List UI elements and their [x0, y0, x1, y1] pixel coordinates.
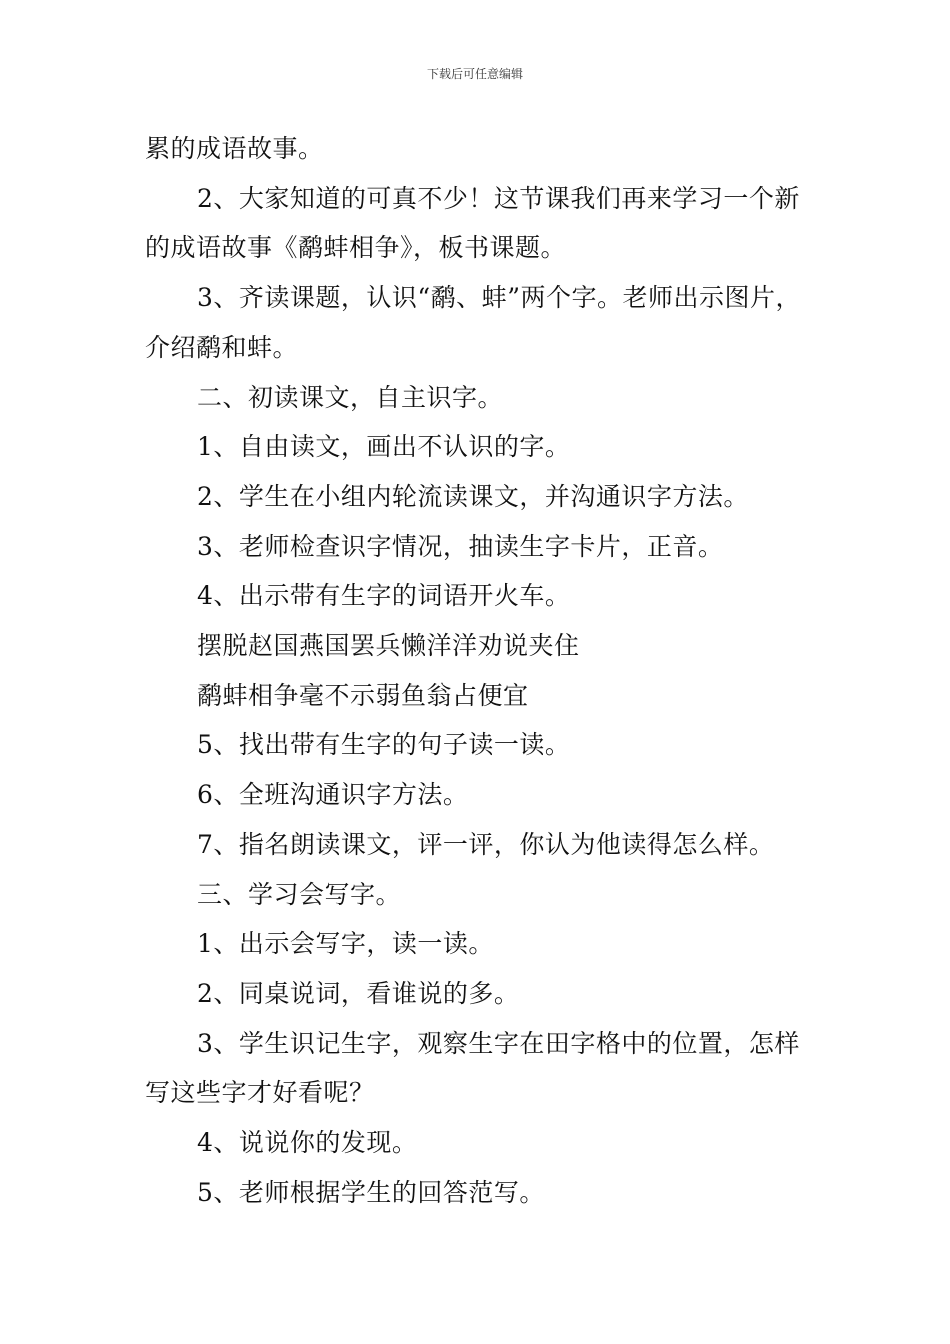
- document-body: [145, 124, 817, 1217]
- paragraph: 6、全班沟通识字方法。: [197, 780, 469, 810]
- word-list: 鹬蚌相争毫不示弱鱼翁占便宜: [197, 680, 529, 710]
- paragraph: 5、老师根据学生的回答范写。: [197, 1177, 545, 1207]
- paragraph: 2、同桌说词，看谁说的多。: [197, 978, 520, 1008]
- paragraph: 7、指名朗读课文，评一评，你认为他读得怎么样。: [197, 829, 775, 859]
- section-heading: 二、初读课文，自主识字。: [197, 382, 504, 412]
- paragraph: 3、学生识记生字，观察生字在田字格中的位置，怎样写这些字才好看呢？: [145, 1028, 800, 1108]
- paragraph: 2、大家知道的可真不少！这节课我们再来学习一个新的成语故事《鹬蚌相争》，板书课题。: [145, 183, 800, 263]
- section-heading: 三、学习会写字。: [197, 879, 402, 909]
- page-header: 下载后可任意编辑: [426, 67, 523, 81]
- paragraph: 1、出示会写字，读一读。: [197, 929, 494, 959]
- paragraph: 2、学生在小组内轮流读课文，并沟通识字方法。: [197, 481, 749, 511]
- paragraph: 4、出示带有生字的词语开火车。: [197, 581, 571, 611]
- paragraph: 1、自由读文，画出不认识的字。: [197, 432, 571, 462]
- paragraph: 3、老师检查识字情况，抽读生字卡片，正音。: [197, 531, 724, 561]
- paragraph: 累的成语故事。: [145, 134, 324, 163]
- word-list: 摆脱赵国燕国罢兵懒洋洋劝说夹住: [197, 631, 580, 661]
- paragraph: 5、找出带有生字的句子读一读。: [197, 730, 571, 760]
- paragraph: 3、齐读课题，认识“鹬、蚌”两个字。老师出示图片，介绍鹬和蚌。: [145, 283, 801, 362]
- paragraph: 4、说说你的发现。: [197, 1128, 418, 1158]
